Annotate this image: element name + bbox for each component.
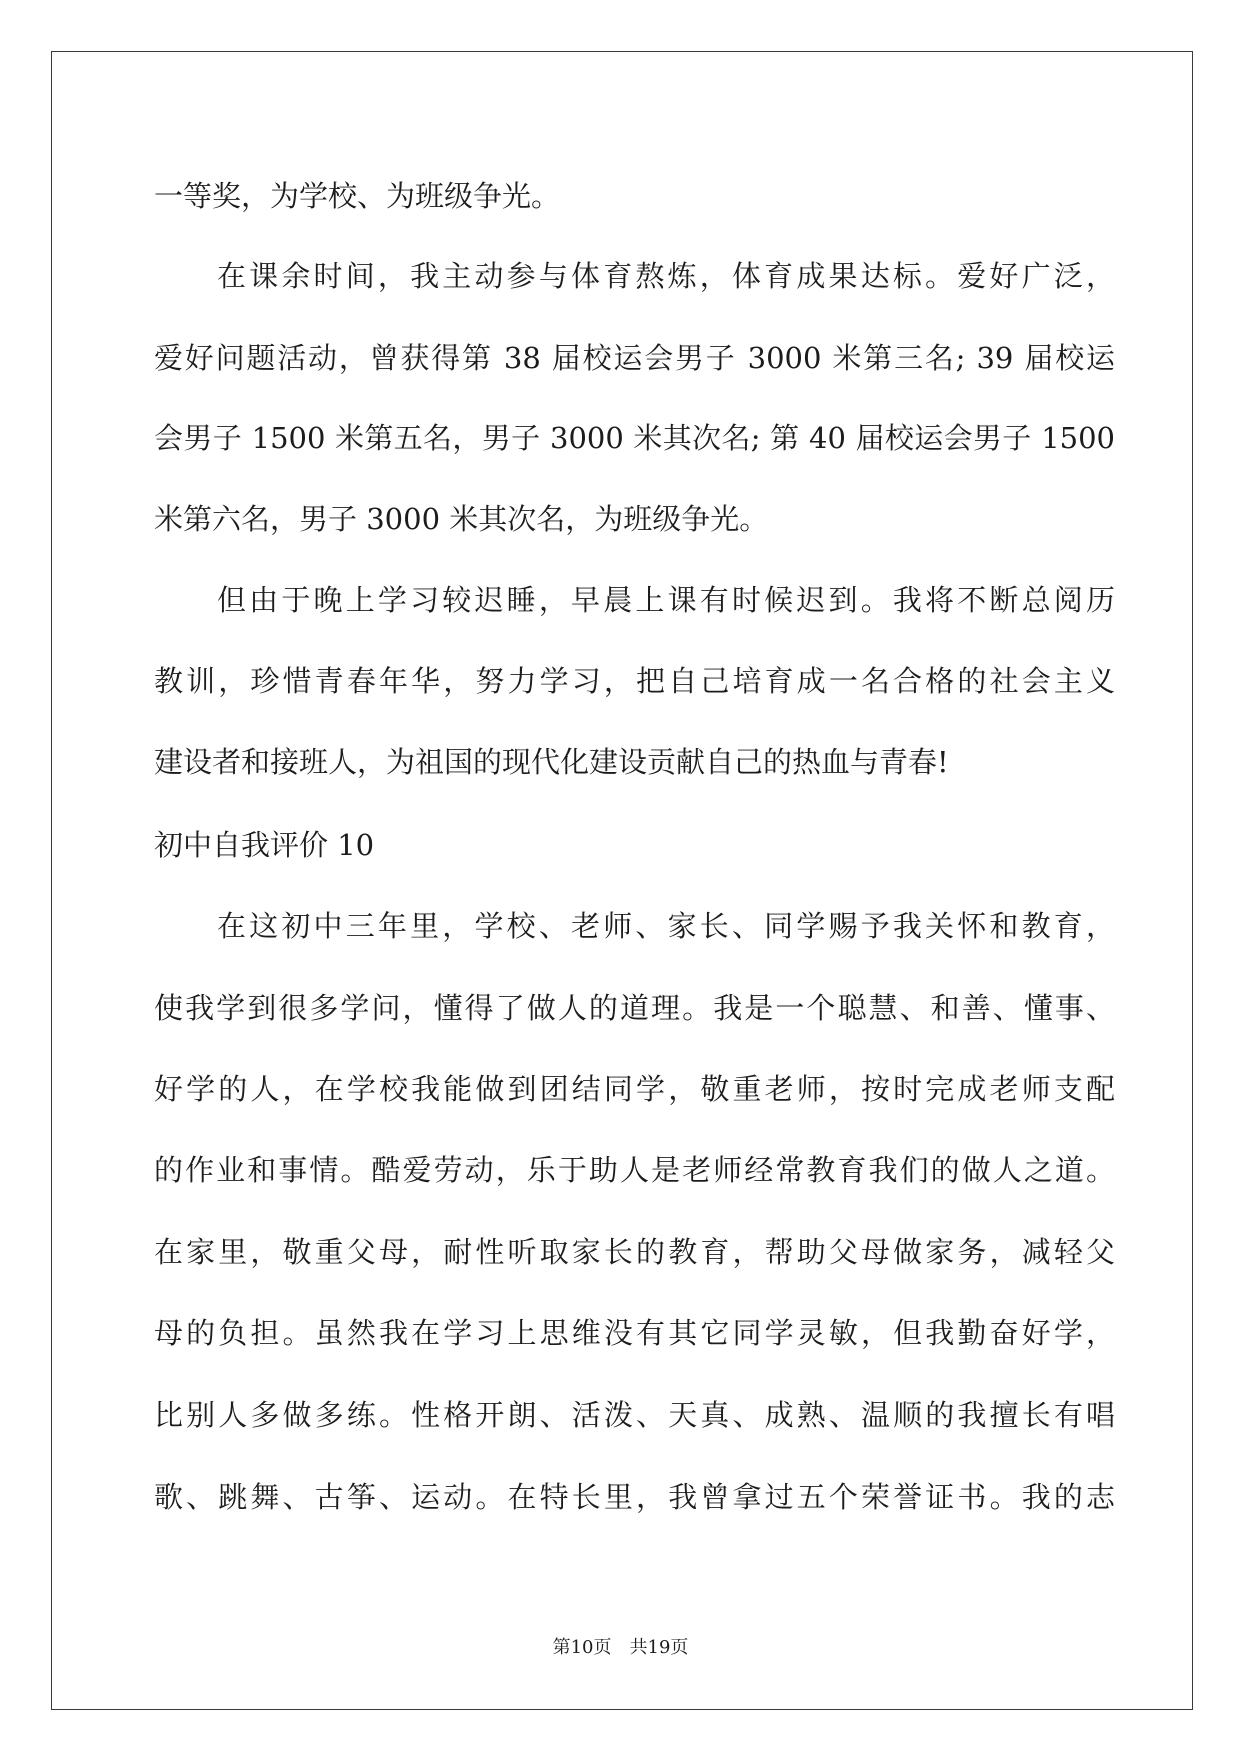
- text-line: 米第六名，男子 3000 米其次名，为班级争光。: [154, 502, 769, 536]
- text-line: 在家里，敬重父母，耐性听取家长的教育，帮助父母做家务，减轻父: [154, 1235, 1115, 1269]
- paragraph-first-line: 在课余时间，我主动参与体育熬炼，体育成果达标。爱好广泛，: [217, 259, 1115, 293]
- text-line: 一等奖，为学校、为班级争光。: [154, 179, 561, 213]
- page-border: [51, 51, 1193, 1710]
- text-line: 建设者和接班人，为祖国的现代化建设贡献自己的热血与青春!: [154, 745, 949, 779]
- page-number-footer: 第10页 共19页: [552, 1637, 689, 1658]
- paragraph-first-line: 在这初中三年里，学校、老师、家长、同学赐予我关怀和教育，: [217, 909, 1115, 943]
- text-line: 歌、跳舞、古筝、运动。在特长里，我曾拿过五个荣誉证书。我的志: [154, 1480, 1115, 1514]
- text-line: 好学的人，在学校我能做到团结同学，敬重老师，按时完成老师支配: [154, 1072, 1115, 1106]
- text-line: 使我学到很多学问，懂得了做人的道理。我是一个聪慧、和善、懂事、: [154, 991, 1115, 1025]
- text-line: 比别人多做多练。性格开朗、活泼、天真、成熟、温顺的我擅长有唱: [154, 1398, 1115, 1432]
- text-line: 教训，珍惜青春年华，努力学习，把自己培育成一名合格的社会主义: [154, 664, 1115, 698]
- text-line: 会男子 1500 米第五名，男子 3000 米其次名; 第 40 届校运会男子 1500: [154, 421, 1115, 455]
- text-line: 的作业和事情。酷爱劳动，乐于助人是老师经常教育我们的做人之道。: [154, 1153, 1115, 1187]
- section-heading: 初中自我评价 10: [154, 828, 375, 862]
- text-line: 母的负担。虽然我在学习上思维没有其它同学灵敏，但我勤奋好学，: [154, 1316, 1115, 1350]
- text-line: 爱好问题活动，曾获得第 38 届校运会男子 3000 米第三名; 39 届校运: [154, 341, 1115, 375]
- paragraph-first-line: 但由于晚上学习较迟睡，早晨上课有时候迟到。我将不断总阅历: [217, 583, 1115, 617]
